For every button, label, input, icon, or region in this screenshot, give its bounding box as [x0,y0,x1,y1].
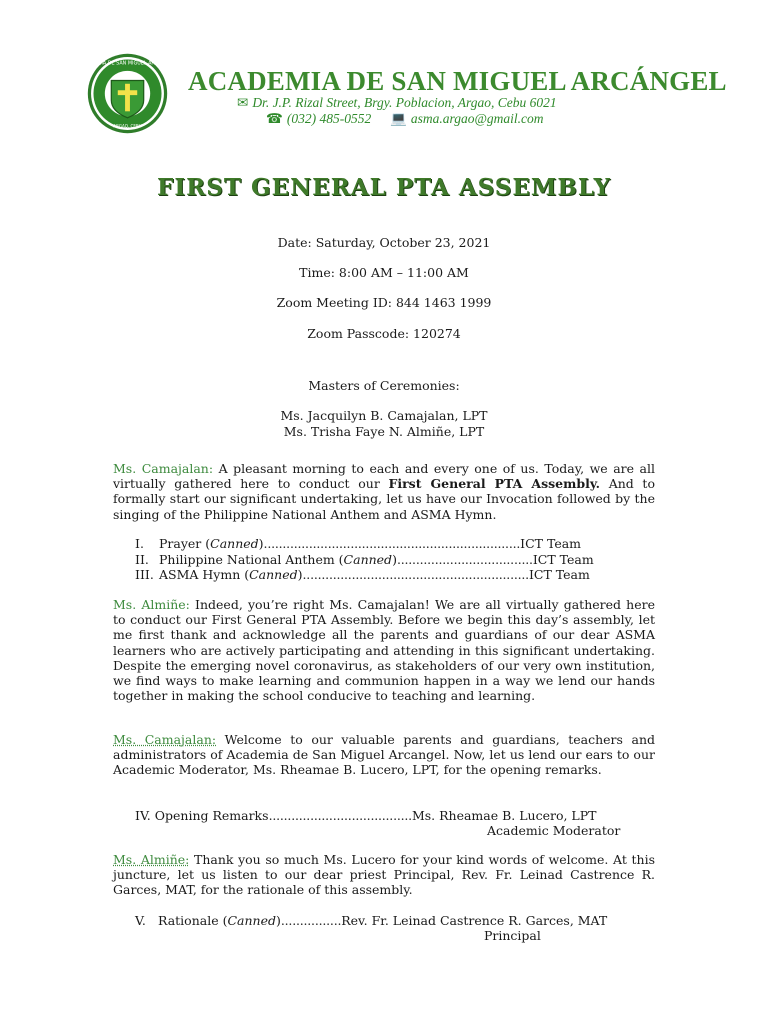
email-text: asma.argao@gmail.com [410,111,544,126]
passcode-line: Zoom Passcode: 120274 [307,326,461,341]
speaker-label: Ms. Almiñe: [113,597,190,612]
phone-line [266,111,371,127]
school-seal-logo [80,53,175,134]
paragraph-camajalan-2 [113,732,655,778]
paragraph-camajalan-1 [113,461,655,522]
assignee-role: Principal [484,928,541,943]
time-line: Time: 8:00 AM – 11:00 AM [299,265,469,280]
item-italic: Canned [249,567,298,582]
phone-text: (032) 485-0552 [286,111,372,126]
item-italic: Canned [210,536,259,551]
item-label: ASMA Hymn ( [159,567,250,582]
page-title: FIRST GENERAL PTA ASSEMBLY [157,174,611,201]
item-assignee: ICT Team [528,567,590,582]
address-line [237,95,557,111]
address-text: Dr. J.P. Rizal Street, Brgy. Poblacion, Argao, Cebu 6021 [252,95,557,110]
envelope-icon: ✉ [237,95,249,110]
leader-dots: .................................................................... [263,536,521,551]
bold-event-name: First General PTA Assembly. [388,476,601,492]
leader-dots: ................ [280,913,342,928]
item-number: V. [135,913,146,928]
paragraph-text: Thank you so much Ms. Lucero for your kind words of welcome. At this juncture, let us listen to our dear priest Principal, Rev. Fr. Leinad Castrence R. Garces, MAT, for the rationale of this assembly. [113,852,655,898]
laptop-icon: 💻 [390,111,407,126]
item-number: III. [135,567,154,582]
mc-name-2: Ms. Trisha Faye N. Almiñe, LPT [283,424,485,439]
paragraph-text: Indeed, you’re right Ms. Camajalan! We are all virtually gathered here to conduct our First General PTA Assembly. Before we begin this day’s assembly, let me first thank and acknowledge all the parents and guardians of our dear ASMA learners who are actively participating and attending in this significant undertaking. Despite the emerging novel coronavirus, as stakeholders of our very own institution, we find ways to make learning and communion happen in a way we lend our hands together in making the school conducive to teaching and learning. [113,597,655,704]
mc-name-1: Ms. Jacquilyn B. Camajalan, LPT [280,408,488,423]
item-number: IV. [135,808,151,823]
program-item [135,552,594,567]
logo-text: ACADEMIA DE SAN MIGUEL ARCANGEL [80,60,175,67]
item-label-end: ) [297,567,303,582]
leader-dots: .................................... [396,552,533,567]
paragraph-almine-1 [113,597,655,703]
item-label-end: ) [258,536,264,551]
school-name: ACADEMIA DE SAN MIGUEL ARCÁNGEL [188,66,727,96]
item-italic: Canned [343,552,393,567]
paragraph-text: And to formally start our significant undertaking, let us have our Invocation followed by the singing of the Philippine National Anthem and ASMA Hymn. [113,476,655,522]
leader-dots: ...................................... [268,808,412,823]
paragraph-text: Welcome to our valuable parents and guardians, teachers and administrators of Academia de San Miguel Arcangel. Now, let us lend our ears to our Academic Moderator, Ms. Rheamae B. Lucero, LPT, for the opening remarks. [113,732,655,778]
item-assignee: ICT Team [532,552,594,567]
email-line [390,111,543,127]
meeting-id-line: Zoom Meeting ID: 844 1463 1999 [276,295,492,310]
item-label-end: ) [275,913,281,928]
logo-bottom-text: ARGAO, CEBU [113,123,142,129]
item-assignee: ICT Team [520,536,582,551]
item-label-end: ) [392,552,397,567]
mc-heading: Masters of Ceremonies: [308,378,460,393]
paragraph-almine-2 [113,852,655,898]
speaker-label: Ms. Camajalan: [113,732,217,747]
item-assignee: Ms. Rheamae B. Lucero, LPT [411,808,597,823]
item-assignee: Rev. Fr. Leinad Castrence R. Garces, MAT [341,913,608,928]
item-italic: Canned [227,913,276,928]
paragraph-text: A pleasant morning to each and every one of us. Today, we are all virtually gathered here to conduct our [113,461,655,492]
item-label: Opening Remarks [154,808,269,823]
leader-dots: ............................................................ [302,567,529,582]
item-label: Rationale ( [158,913,228,928]
phone-icon: ☎ [266,111,283,126]
program-item-opening [135,808,596,823]
date-line: Date: Saturday, October 23, 2021 [277,235,491,250]
program-item-rationale [135,913,607,928]
item-number: II. [135,552,149,567]
speaker-label: Ms. Camajalan: [113,461,214,476]
program-item [135,567,590,582]
assignee-role: Academic Moderator [487,823,621,838]
speaker-label: Ms. Almiñe: [113,852,190,867]
program-item [135,536,581,551]
item-number: I. [135,536,144,551]
item-label: Philippine National Anthem ( [159,552,344,567]
item-label: Prayer ( [159,536,211,551]
